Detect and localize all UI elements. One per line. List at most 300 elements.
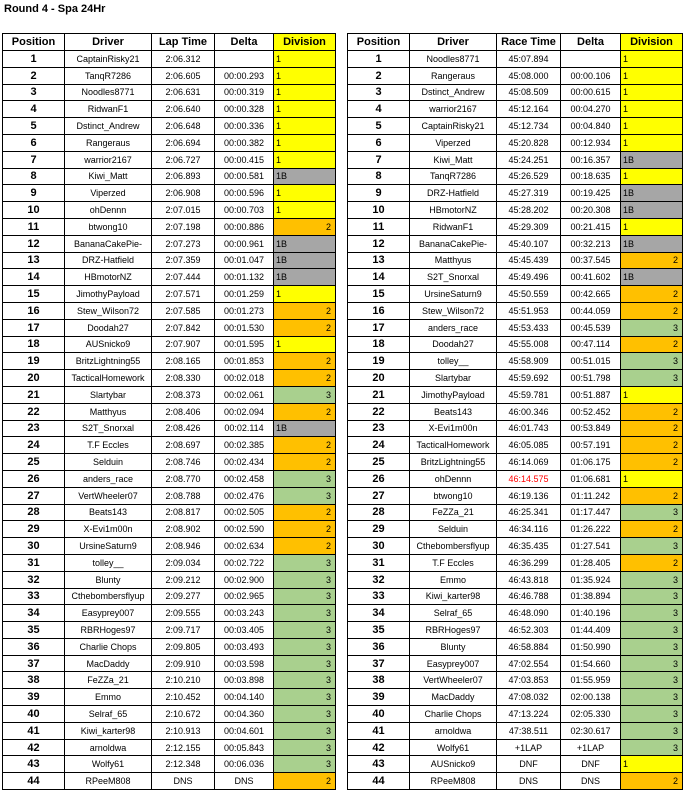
- delta-cell: 00:01.595: [215, 336, 274, 353]
- position-cell: 2: [3, 67, 65, 84]
- time-cell: 46:00.346: [497, 403, 561, 420]
- division-cell: 1: [274, 101, 336, 118]
- position-cell: 33: [348, 588, 410, 605]
- time-cell: 2:07.273: [152, 235, 215, 252]
- position-cell: 8: [3, 168, 65, 185]
- delta-cell: 00:00.319: [215, 84, 274, 101]
- time-cell: 45:50.559: [497, 286, 561, 303]
- position-cell: 6: [348, 134, 410, 151]
- delta-cell: 00:00.106: [561, 67, 621, 84]
- position-cell: 44: [348, 773, 410, 790]
- division-cell: 1: [621, 470, 683, 487]
- division-cell: 1B: [621, 151, 683, 168]
- table-row: [3, 370, 336, 387]
- table-row: [348, 521, 683, 538]
- table-row: [348, 151, 683, 168]
- table-row: [3, 386, 336, 403]
- division-cell: 3: [274, 739, 336, 756]
- table-row: [348, 67, 683, 84]
- position-cell: 24: [348, 437, 410, 454]
- table-row: [3, 638, 336, 655]
- position-cell: 29: [348, 521, 410, 538]
- table-row: [3, 588, 336, 605]
- driver-cell: FeZZa_21: [410, 504, 497, 521]
- position-cell: 37: [348, 655, 410, 672]
- delta-cell: 00:00.581: [215, 168, 274, 185]
- time-cell: 2:06.727: [152, 151, 215, 168]
- position-cell: 14: [348, 269, 410, 286]
- table-row: [348, 689, 683, 706]
- table-row: [3, 252, 336, 269]
- time-cell: 2:07.571: [152, 286, 215, 303]
- driver-cell: Stew_Wilson72: [410, 302, 497, 319]
- time-cell: 46:25.341: [497, 504, 561, 521]
- delta-cell: 00:37.545: [561, 252, 621, 269]
- time-cell: 2:09.910: [152, 655, 215, 672]
- position-cell: 4: [3, 101, 65, 118]
- delta-cell: 00:01.530: [215, 319, 274, 336]
- table-row: [348, 470, 683, 487]
- time-cell: 46:58.884: [497, 638, 561, 655]
- time-cell: 46:43.818: [497, 571, 561, 588]
- division-cell: 2: [274, 521, 336, 538]
- delta-cell: 00:03.405: [215, 622, 274, 639]
- delta-cell: 01:06.681: [561, 470, 621, 487]
- division-cell: 3: [274, 672, 336, 689]
- division-cell: 2: [274, 319, 336, 336]
- time-cell: DNS: [152, 773, 215, 790]
- table-row: [3, 756, 336, 773]
- delta-cell: 00:12.934: [561, 134, 621, 151]
- time-cell: 45:55.008: [497, 336, 561, 353]
- delta-cell: 00:02.094: [215, 403, 274, 420]
- delta-cell: 00:02.476: [215, 487, 274, 504]
- division-cell: 3: [621, 538, 683, 555]
- time-cell: 2:08.373: [152, 386, 215, 403]
- delta-cell: 01:35.924: [561, 571, 621, 588]
- table-row: [348, 269, 683, 286]
- delta-cell: 00:42.665: [561, 286, 621, 303]
- division-cell: 2: [274, 454, 336, 471]
- time-cell: 45:08.509: [497, 84, 561, 101]
- division-cell: 2: [621, 252, 683, 269]
- time-cell: 46:35.435: [497, 538, 561, 555]
- time-cell: 46:34.116: [497, 521, 561, 538]
- time-cell: DNS: [497, 773, 561, 790]
- table-row: [348, 336, 683, 353]
- header-driver: Driver: [410, 34, 497, 51]
- table-row: [348, 420, 683, 437]
- division-cell: 3: [621, 638, 683, 655]
- position-cell: 13: [3, 252, 65, 269]
- division-cell: 3: [621, 655, 683, 672]
- position-cell: 44: [3, 773, 65, 790]
- delta-cell: 00:00.382: [215, 134, 274, 151]
- position-cell: 41: [348, 722, 410, 739]
- position-cell: 38: [348, 672, 410, 689]
- division-cell: 2: [274, 302, 336, 319]
- time-cell: 2:07.015: [152, 202, 215, 219]
- position-cell: 4: [348, 101, 410, 118]
- division-cell: 2: [274, 538, 336, 555]
- driver-cell: arnoldwa: [65, 739, 152, 756]
- delta-cell: 00:00.596: [215, 185, 274, 202]
- driver-cell: BritzLightning55: [65, 353, 152, 370]
- division-cell: 2: [274, 218, 336, 235]
- time-cell: 46:05.085: [497, 437, 561, 454]
- table-row: [3, 773, 336, 790]
- time-cell: 2:08.788: [152, 487, 215, 504]
- table-row: [3, 622, 336, 639]
- division-cell: 2: [274, 370, 336, 387]
- time-cell: 46:36.299: [497, 554, 561, 571]
- division-cell: 1: [621, 134, 683, 151]
- position-cell: 22: [348, 403, 410, 420]
- table-row: [348, 84, 683, 101]
- delta-cell: 00:41.602: [561, 269, 621, 286]
- driver-cell: Kiwi_Matt: [410, 151, 497, 168]
- time-cell: 2:08.746: [152, 454, 215, 471]
- delta-cell: 00:02.505: [215, 504, 274, 521]
- delta-cell: 00:02.458: [215, 470, 274, 487]
- division-cell: 3: [274, 689, 336, 706]
- division-cell: 3: [274, 722, 336, 739]
- delta-cell: 00:01.853: [215, 353, 274, 370]
- time-cell: 46:52.303: [497, 622, 561, 639]
- time-cell: 45:51.953: [497, 302, 561, 319]
- division-cell: 3: [621, 706, 683, 723]
- header-division: Division: [621, 34, 683, 51]
- table-row: [348, 706, 683, 723]
- driver-cell: DRZ-Hatfield: [65, 252, 152, 269]
- driver-cell: BananaCakePie-: [65, 235, 152, 252]
- position-cell: 37: [3, 655, 65, 672]
- delta-cell: 00:02.590: [215, 521, 274, 538]
- driver-cell: Kiwi_karter98: [65, 722, 152, 739]
- time-cell: 45:20.828: [497, 134, 561, 151]
- header-driver: Driver: [65, 34, 152, 51]
- driver-cell: VertWheeler07: [410, 672, 497, 689]
- delta-cell: 00:00.293: [215, 67, 274, 84]
- position-cell: 21: [3, 386, 65, 403]
- position-cell: 18: [348, 336, 410, 353]
- delta-cell: 00:04.601: [215, 722, 274, 739]
- position-cell: 32: [348, 571, 410, 588]
- division-cell: 3: [621, 672, 683, 689]
- table-row: [3, 403, 336, 420]
- delta-cell: 00:01.273: [215, 302, 274, 319]
- division-cell: 3: [274, 571, 336, 588]
- division-cell: 3: [274, 588, 336, 605]
- driver-cell: Easyprey007: [65, 605, 152, 622]
- driver-cell: Selraf_65: [65, 706, 152, 723]
- position-cell: 15: [3, 286, 65, 303]
- delta-cell: 02:05.330: [561, 706, 621, 723]
- driver-cell: Emmo: [65, 689, 152, 706]
- time-cell: 45:27.319: [497, 185, 561, 202]
- position-cell: 25: [348, 454, 410, 471]
- delta-cell: DNF: [561, 756, 621, 773]
- delta-cell: 00:20.308: [561, 202, 621, 219]
- table-row: [348, 655, 683, 672]
- division-cell: 1: [621, 118, 683, 135]
- time-cell: 2:07.444: [152, 269, 215, 286]
- time-cell: 2:08.426: [152, 420, 215, 437]
- time-cell: 2:09.805: [152, 638, 215, 655]
- position-cell: 35: [3, 622, 65, 639]
- table-row: [3, 302, 336, 319]
- table-row: [348, 386, 683, 403]
- time-cell: 2:08.697: [152, 437, 215, 454]
- time-cell: 47:38.511: [497, 722, 561, 739]
- delta-cell: 00:45.539: [561, 319, 621, 336]
- delta-cell: 01:38.894: [561, 588, 621, 605]
- driver-cell: Charlie Chops: [410, 706, 497, 723]
- division-cell: 3: [621, 353, 683, 370]
- delta-cell: 00:03.598: [215, 655, 274, 672]
- time-cell: 2:09.212: [152, 571, 215, 588]
- driver-cell: Cthebombersflyup: [410, 538, 497, 555]
- driver-cell: MacDaddy: [410, 689, 497, 706]
- position-cell: 5: [3, 118, 65, 135]
- table-row: [348, 756, 683, 773]
- delta-cell: 00:02.114: [215, 420, 274, 437]
- delta-cell: 00:02.722: [215, 554, 274, 571]
- division-cell: 1: [274, 134, 336, 151]
- header-delta: Delta: [561, 34, 621, 51]
- table-row: [3, 101, 336, 118]
- time-cell: 47:08.032: [497, 689, 561, 706]
- division-cell: 3: [274, 638, 336, 655]
- delta-cell: +1LAP: [561, 739, 621, 756]
- driver-cell: Matthyus: [65, 403, 152, 420]
- delta-cell: 01:28.405: [561, 554, 621, 571]
- delta-cell: 00:01.259: [215, 286, 274, 303]
- time-cell: 2:08.165: [152, 353, 215, 370]
- driver-cell: Emmo: [410, 571, 497, 588]
- table-row: [348, 118, 683, 135]
- delta-cell: 00:02.018: [215, 370, 274, 387]
- driver-cell: warrior2167: [65, 151, 152, 168]
- division-cell: 3: [274, 470, 336, 487]
- table-row: [348, 504, 683, 521]
- position-cell: 8: [348, 168, 410, 185]
- table-row: [348, 218, 683, 235]
- driver-cell: Blunty: [65, 571, 152, 588]
- division-cell: 1: [621, 101, 683, 118]
- driver-cell: JimothyPayload: [410, 386, 497, 403]
- position-cell: 19: [3, 353, 65, 370]
- table-row: [3, 67, 336, 84]
- table-row: [348, 538, 683, 555]
- position-cell: 22: [3, 403, 65, 420]
- time-cell: 45:08.000: [497, 67, 561, 84]
- driver-cell: Kiwi_karter98: [410, 588, 497, 605]
- division-cell: 1: [621, 51, 683, 68]
- position-cell: 28: [3, 504, 65, 521]
- delta-cell: 01:27.541: [561, 538, 621, 555]
- table-row: [348, 739, 683, 756]
- table-row: [3, 739, 336, 756]
- table-row: [3, 420, 336, 437]
- delta-cell: 00:18.635: [561, 168, 621, 185]
- time-cell: 2:06.648: [152, 118, 215, 135]
- time-cell: 45:40.107: [497, 235, 561, 252]
- time-cell: 45:49.496: [497, 269, 561, 286]
- driver-cell: Noodles8771: [410, 51, 497, 68]
- position-cell: 24: [3, 437, 65, 454]
- division-cell: 1: [274, 202, 336, 219]
- division-cell: 1B: [274, 235, 336, 252]
- driver-cell: btwong10: [65, 218, 152, 235]
- delta-cell: 00:04.140: [215, 689, 274, 706]
- delta-cell: 00:01.132: [215, 269, 274, 286]
- time-cell: 2:06.605: [152, 67, 215, 84]
- time-cell: 46:01.743: [497, 420, 561, 437]
- table-row: [3, 185, 336, 202]
- position-cell: 33: [3, 588, 65, 605]
- table-row: [348, 101, 683, 118]
- time-cell: 47:02.554: [497, 655, 561, 672]
- division-cell: 1: [621, 67, 683, 84]
- position-cell: 43: [3, 756, 65, 773]
- division-cell: 2: [621, 420, 683, 437]
- position-cell: 36: [3, 638, 65, 655]
- division-cell: 3: [274, 655, 336, 672]
- delta-cell: 01:55.959: [561, 672, 621, 689]
- table-row: [348, 403, 683, 420]
- driver-cell: JimothyPayload: [65, 286, 152, 303]
- table-row: [3, 286, 336, 303]
- time-cell: 46:48.090: [497, 605, 561, 622]
- division-cell: 1: [274, 151, 336, 168]
- driver-cell: TanqR7286: [410, 168, 497, 185]
- division-cell: 3: [621, 605, 683, 622]
- time-cell: 45:12.734: [497, 118, 561, 135]
- division-cell: 1: [274, 336, 336, 353]
- header-time: Lap Time: [152, 34, 215, 51]
- driver-cell: Selduin: [65, 454, 152, 471]
- time-cell: 47:03.853: [497, 672, 561, 689]
- time-cell: +1LAP: [497, 739, 561, 756]
- table-row: [3, 84, 336, 101]
- delta-cell: 00:57.191: [561, 437, 621, 454]
- race-table: [347, 33, 683, 790]
- position-cell: 11: [348, 218, 410, 235]
- table-row: [3, 722, 336, 739]
- delta-cell: 00:04.840: [561, 118, 621, 135]
- driver-cell: tolley__: [410, 353, 497, 370]
- position-cell: 25: [3, 454, 65, 471]
- delta-cell: 00:51.887: [561, 386, 621, 403]
- time-cell: 45:26.529: [497, 168, 561, 185]
- driver-cell: DRZ-Hatfield: [410, 185, 497, 202]
- time-cell: 2:09.555: [152, 605, 215, 622]
- position-cell: 1: [348, 51, 410, 68]
- time-cell: 2:07.842: [152, 319, 215, 336]
- delta-cell: 01:17.447: [561, 504, 621, 521]
- driver-cell: Beats143: [65, 504, 152, 521]
- division-cell: 3: [274, 554, 336, 571]
- driver-cell: Dstinct_Andrew: [410, 84, 497, 101]
- position-cell: 43: [348, 756, 410, 773]
- driver-cell: HBmotorNZ: [410, 202, 497, 219]
- delta-cell: 02:30.617: [561, 722, 621, 739]
- delta-cell: 00:00.615: [561, 84, 621, 101]
- time-cell: 46:46.788: [497, 588, 561, 605]
- time-cell: 45:28.202: [497, 202, 561, 219]
- header-position: Position: [3, 34, 65, 51]
- header-division: Division: [274, 34, 336, 51]
- delta-cell: 00:51.798: [561, 370, 621, 387]
- delta-cell: 00:00.336: [215, 118, 274, 135]
- division-cell: 2: [621, 437, 683, 454]
- division-cell: 1B: [621, 235, 683, 252]
- delta-cell: 00:52.452: [561, 403, 621, 420]
- position-cell: 39: [348, 689, 410, 706]
- division-cell: 1B: [621, 202, 683, 219]
- driver-cell: RBRHoges97: [65, 622, 152, 639]
- position-cell: 16: [3, 302, 65, 319]
- position-cell: 17: [348, 319, 410, 336]
- position-cell: 2: [348, 67, 410, 84]
- time-cell: 2:08.330: [152, 370, 215, 387]
- position-cell: 21: [348, 386, 410, 403]
- driver-cell: ohDennn: [65, 202, 152, 219]
- position-cell: 6: [3, 134, 65, 151]
- division-cell: 1: [274, 118, 336, 135]
- driver-cell: RPeeM808: [410, 773, 497, 790]
- position-cell: 3: [3, 84, 65, 101]
- delta-cell: 01:06.175: [561, 454, 621, 471]
- header-row: [3, 34, 336, 51]
- driver-cell: RidwanF1: [65, 101, 152, 118]
- position-cell: 26: [348, 470, 410, 487]
- time-cell: 45:59.692: [497, 370, 561, 387]
- position-cell: 11: [3, 218, 65, 235]
- time-cell: 2:07.585: [152, 302, 215, 319]
- page-title: Round 4 - Spa 24Hr: [4, 3, 106, 15]
- driver-cell: Viperzed: [410, 134, 497, 151]
- position-cell: 7: [3, 151, 65, 168]
- time-cell: 46:14.069: [497, 454, 561, 471]
- time-cell: 2:07.359: [152, 252, 215, 269]
- driver-cell: X-Evi1m00n: [410, 420, 497, 437]
- time-cell: 2:10.672: [152, 706, 215, 723]
- table-row: [348, 286, 683, 303]
- division-cell: 2: [274, 353, 336, 370]
- time-cell: 45:45.439: [497, 252, 561, 269]
- table-row: [3, 202, 336, 219]
- division-cell: 3: [621, 319, 683, 336]
- driver-cell: T.F Eccles: [65, 437, 152, 454]
- delta-cell: 00:02.434: [215, 454, 274, 471]
- position-cell: 23: [3, 420, 65, 437]
- division-cell: 3: [274, 487, 336, 504]
- table-row: [348, 168, 683, 185]
- driver-cell: Stew_Wilson72: [65, 302, 152, 319]
- table-row: [348, 51, 683, 68]
- time-cell: 2:08.770: [152, 470, 215, 487]
- header-delta: Delta: [215, 34, 274, 51]
- time-cell: 46:19.136: [497, 487, 561, 504]
- time-cell: 46:14.575: [497, 470, 561, 487]
- driver-cell: Matthyus: [410, 252, 497, 269]
- driver-cell: UrsineSaturn9: [410, 286, 497, 303]
- position-cell: 40: [3, 706, 65, 723]
- position-cell: 14: [3, 269, 65, 286]
- position-cell: 27: [3, 487, 65, 504]
